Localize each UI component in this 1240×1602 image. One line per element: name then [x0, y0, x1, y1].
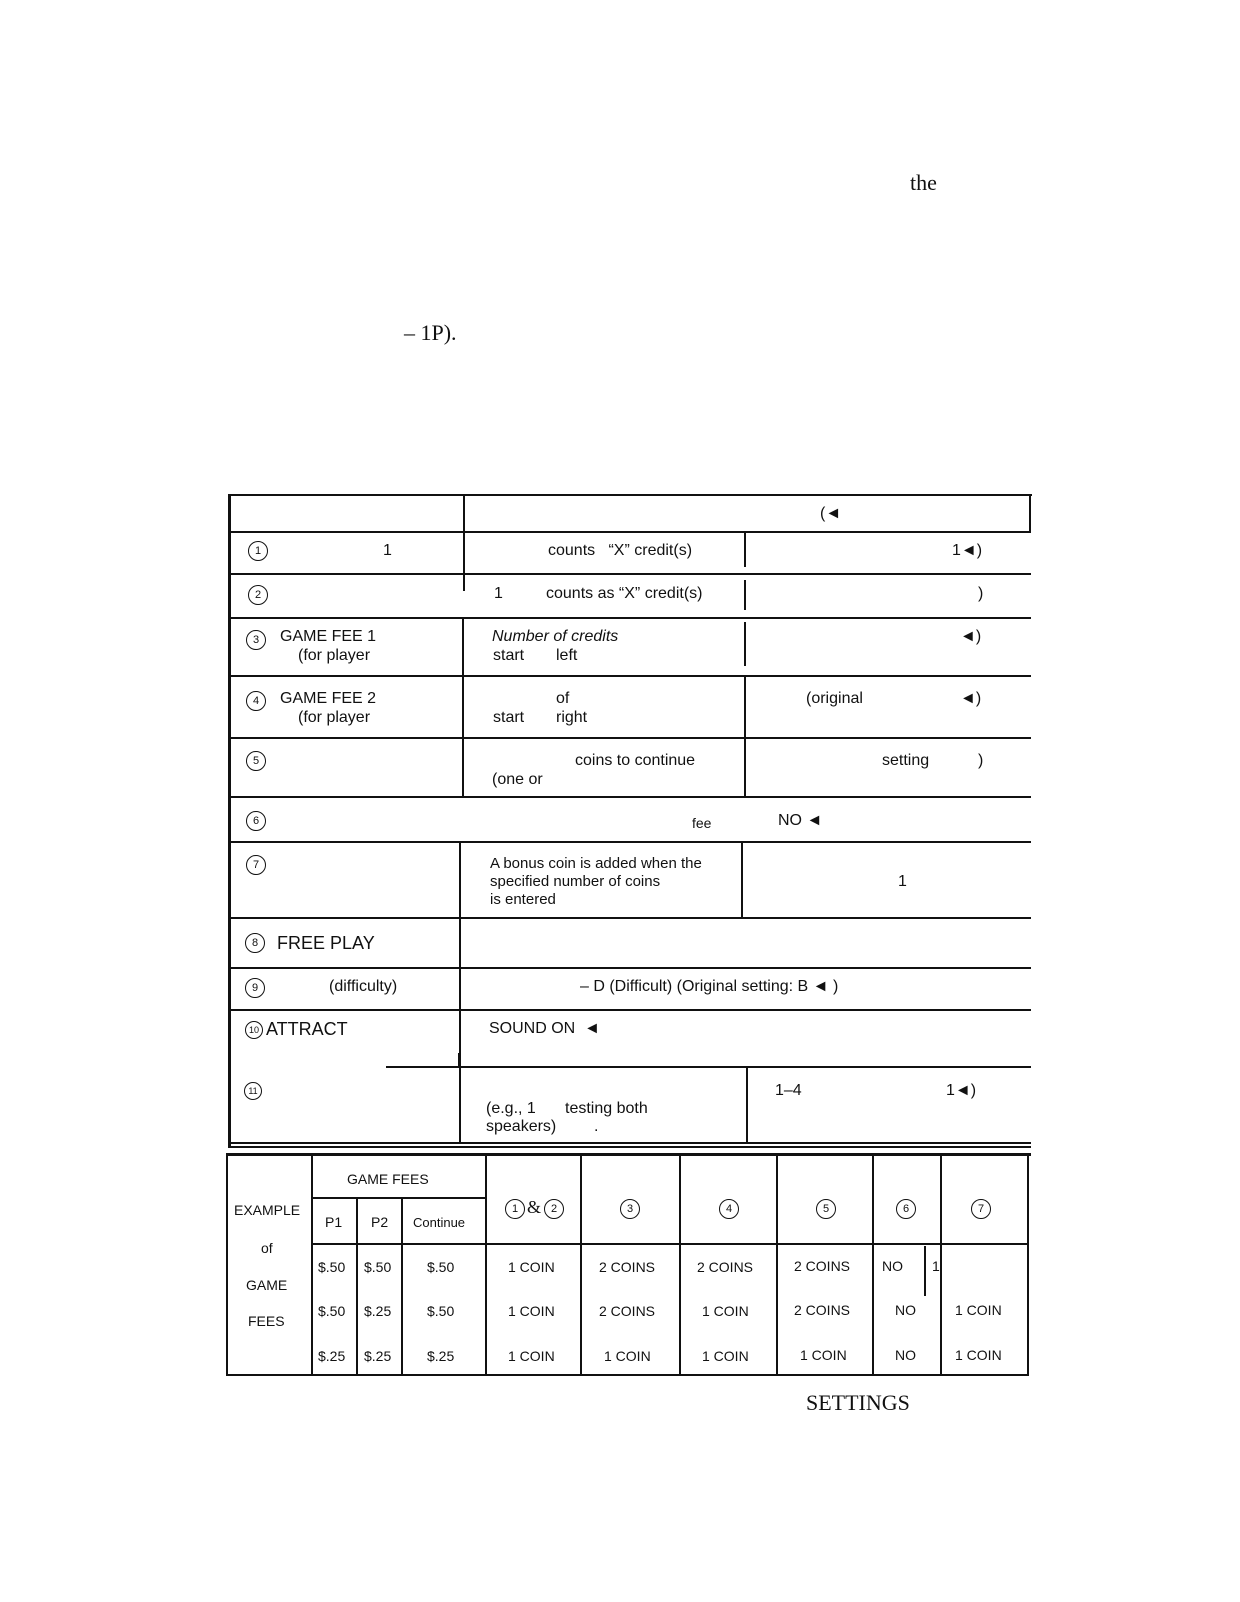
row-5-description-1: coins to continue	[575, 752, 696, 769]
row-11-description-dot: .	[594, 1118, 599, 1135]
row-11-number: 11	[244, 1082, 262, 1100]
ex-row-1-c5: 2 COINS	[794, 1258, 851, 1274]
caption: SETTINGS	[806, 1390, 910, 1415]
ex-row-1-c6: NO	[882, 1258, 903, 1274]
row-6-setting: NO ◄	[778, 812, 823, 829]
ex-row-3-c7: 1 COIN	[955, 1347, 1002, 1363]
row-4-description-1: of	[556, 690, 570, 707]
example-label-4: FEES	[248, 1313, 285, 1329]
ex-row-2-c12: 1 COIN	[508, 1303, 555, 1319]
row-1-number: 1	[248, 541, 268, 561]
row-3-number: 3	[246, 630, 266, 650]
row-4-label: GAME FEE 2	[280, 690, 377, 707]
row-4-description-2a: start	[493, 709, 525, 726]
example-label-1: EXAMPLE	[234, 1202, 301, 1218]
ex-row-1-c12: 1 COIN	[508, 1259, 555, 1275]
row-10-label: ATTRACT	[266, 1019, 348, 1039]
ex-row-3-p1: $.25	[318, 1348, 346, 1364]
col-amp: &	[527, 1197, 542, 1217]
row-11-description-1a: (e.g., 1	[486, 1100, 536, 1117]
ex-row-1-c7: 1	[932, 1258, 940, 1274]
row-8-label: FREE PLAY	[277, 933, 375, 953]
ex-row-3-c4: 1 COIN	[702, 1348, 749, 1364]
col-2-header: 2	[544, 1199, 564, 1219]
row-1-setting: 1◄)	[952, 542, 983, 559]
ex-row-1-p2: $.50	[364, 1259, 392, 1275]
ex-row-2-c4: 1 COIN	[702, 1303, 749, 1319]
row-9-description: – D (Difficult) (Original setting: B ◄ )	[580, 978, 839, 995]
row-6-number: 6	[246, 811, 266, 831]
row-5-number: 5	[246, 751, 266, 771]
example-label-3: GAME	[246, 1277, 288, 1293]
ex-row-3-continue: $.25	[427, 1348, 455, 1364]
row-1-label: 1	[383, 542, 392, 559]
row-7-description-2: specified number of coins	[490, 873, 661, 890]
row-4-setting-a: (original	[806, 690, 863, 707]
col-7-header: 7	[971, 1199, 991, 1219]
ex-row-1-c3: 2 COINS	[599, 1259, 656, 1275]
row-11-setting-b: 1◄)	[946, 1082, 977, 1099]
col-5-header: 5	[816, 1199, 836, 1219]
ex-row-2-c6: NO	[895, 1302, 916, 1318]
ex-row-2-c7: 1 COIN	[955, 1302, 1002, 1318]
ex-row-3-p2: $.25	[364, 1348, 392, 1364]
row-4-number: 4	[246, 691, 266, 711]
ex-row-1-c4: 2 COINS	[697, 1259, 754, 1275]
row-2-description-b: counts as “X” credit(s)	[546, 585, 703, 602]
fragment-1p: – 1P).	[404, 320, 457, 345]
header-arrow: (◄	[820, 505, 842, 522]
ex-row-3-c6: NO	[895, 1347, 916, 1363]
row-5-setting-b: )	[978, 752, 984, 769]
row-3-description-2b: left	[556, 647, 578, 664]
ex-row-1-continue: $.50	[427, 1259, 455, 1275]
col-1-header: 1	[505, 1199, 525, 1219]
col-4-header: 4	[719, 1199, 739, 1219]
row-3-label: GAME FEE 1	[280, 628, 377, 645]
row-5-setting-a: setting	[882, 752, 930, 769]
row-7-description-1: A bonus coin is added when the	[490, 855, 702, 872]
row-3-sublabel: (for player	[298, 647, 371, 664]
row-11-description-1b: testing both	[565, 1100, 648, 1117]
row-11-description-2: speakers)	[486, 1118, 557, 1135]
row-7-number: 7	[246, 855, 266, 875]
row-1-description: counts “X” credit(s)	[548, 542, 693, 559]
row-6-description: fee	[692, 815, 712, 831]
p2-header: P2	[371, 1214, 389, 1230]
ex-row-2-p1: $.50	[318, 1303, 346, 1319]
ex-row-3-c5: 1 COIN	[800, 1347, 847, 1363]
example-label-2: of	[261, 1240, 273, 1256]
row-3-setting: ◄)	[960, 628, 982, 645]
ex-row-2-c3: 2 COINS	[599, 1303, 656, 1319]
col-6-header: 6	[896, 1199, 916, 1219]
row-7-setting: 1	[898, 873, 907, 890]
row-2-number: 2	[248, 585, 268, 605]
row-4-setting-b: ◄)	[960, 690, 982, 707]
row-3-description-1: Number of credits	[492, 628, 619, 645]
continue-header: Continue	[413, 1215, 466, 1230]
ex-row-2-c5: 2 COINS	[794, 1302, 851, 1318]
row-9-number: 9	[245, 978, 265, 998]
row-10-number: 10	[245, 1021, 263, 1039]
row-3-description-2a: start	[493, 647, 525, 664]
game-fees-header: GAME FEES	[347, 1171, 429, 1187]
ex-row-3-c12: 1 COIN	[508, 1348, 555, 1364]
row-8-number: 8	[245, 933, 265, 953]
col-3-header: 3	[620, 1199, 640, 1219]
row-7-description-3: is entered	[490, 891, 556, 908]
row-5-description-2: (one or	[492, 771, 543, 788]
row-11-setting-a: 1–4	[775, 1082, 802, 1099]
row-2-description-a: 1	[494, 585, 503, 602]
ex-row-2-p2: $.25	[364, 1303, 392, 1319]
row-2-setting: )	[978, 585, 984, 602]
row-9-label: (difficulty)	[329, 978, 398, 995]
fragment-the: the	[910, 170, 937, 195]
ex-row-3-c3: 1 COIN	[604, 1348, 651, 1364]
ex-row-1-p1: $.50	[318, 1259, 346, 1275]
row-10-description: SOUND ON ◄	[489, 1020, 600, 1037]
ex-row-2-continue: $.50	[427, 1303, 455, 1319]
row-4-sublabel: (for player	[298, 709, 371, 726]
row-4-description-2b: right	[556, 709, 588, 726]
p1-header: P1	[325, 1214, 343, 1230]
